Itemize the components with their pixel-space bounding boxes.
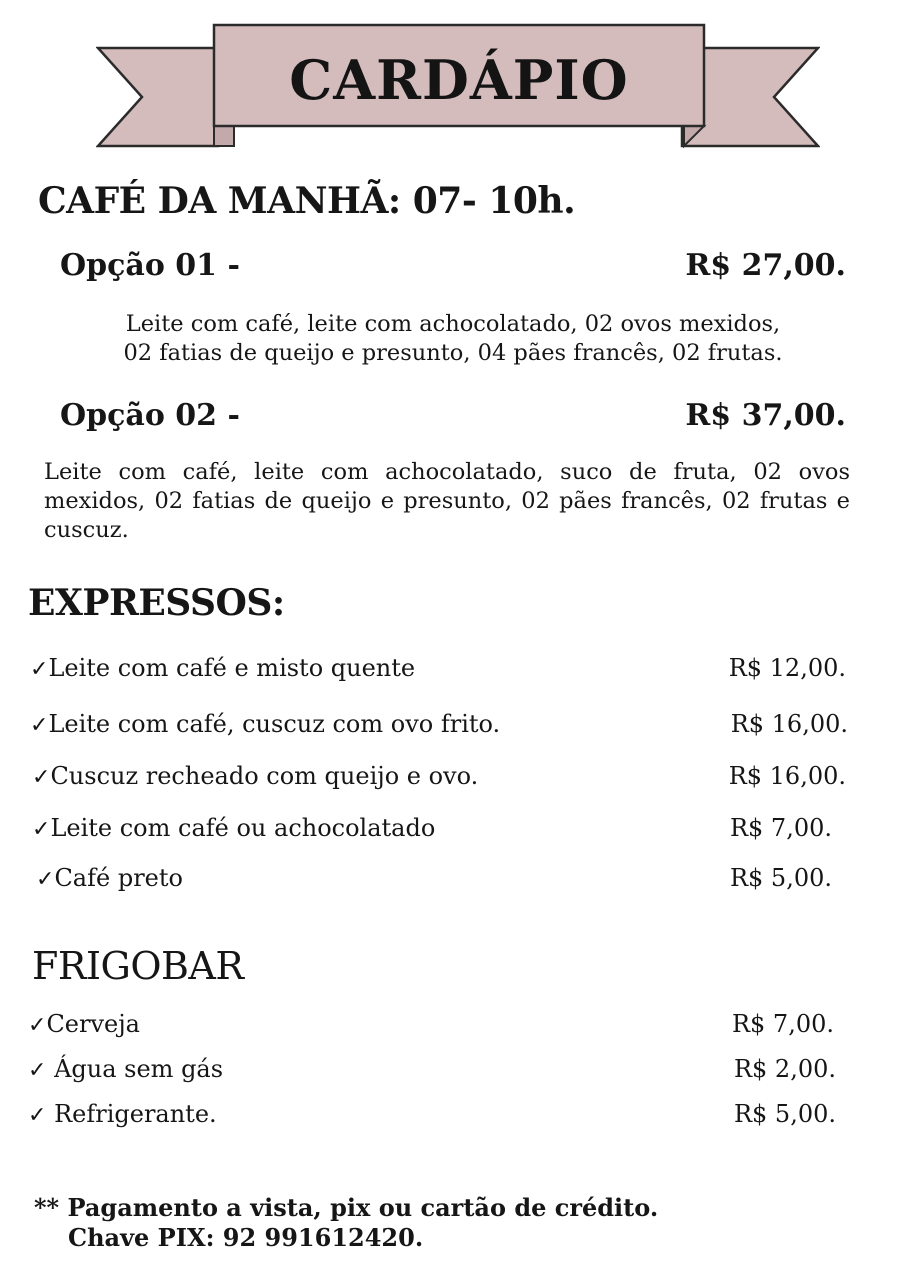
checkmark-icon: ✓	[32, 817, 51, 842]
pix-key: Chave PIX: 92 991612420.	[68, 1223, 424, 1252]
checkmark-icon: ✓	[28, 1103, 47, 1128]
payment-note: ** Pagamento a vista, pix ou cartão de crédito.	[34, 1193, 659, 1222]
expresso-item-price: R$ 12,00.	[728, 654, 846, 682]
frigobar-heading: FRIGOBAR	[32, 944, 244, 988]
expresso-item	[32, 762, 478, 790]
title-banner	[96, 22, 820, 150]
option-01-price: R$ 27,00.	[685, 248, 846, 283]
option-02-title: Opção 02 -	[60, 398, 240, 433]
checkmark-icon: ✓	[30, 657, 49, 682]
checkmark-icon: ✓	[36, 867, 55, 892]
checkmark-icon: ✓	[32, 765, 51, 790]
expresso-item-label: Leite com café e misto quente	[48, 654, 416, 682]
frigobar-item-price: R$ 2,00.	[733, 1055, 836, 1083]
expresso-item-price: R$ 16,00.	[730, 710, 848, 738]
option-02-description: Leite com café, leite com achocolatado, suco de fruta, 02 ovos mexidos, 02 fatias de queijo e presunto, 02 pães francês, 02 frutas e cuscuz.	[44, 459, 850, 543]
checkmark-icon: ✓	[28, 1013, 47, 1038]
option-01-title: Opção 01 -	[60, 248, 240, 283]
frigobar-item-price: R$ 7,00.	[731, 1010, 834, 1038]
option-02-price: R$ 37,00.	[685, 398, 846, 433]
expresso-item	[30, 654, 415, 682]
checkmark-icon: ✓	[28, 1058, 47, 1083]
option-01-description-line: Leite com café, leite com achocolatado, 02 ovos mexidos,	[125, 311, 781, 337]
expresso-item-price: R$ 16,00.	[728, 762, 846, 790]
frigobar-item-label: Água sem gás	[46, 1055, 224, 1083]
expresso-item-label: Leite com café ou achocolatado	[50, 814, 436, 842]
ribbon-left-tail	[98, 48, 218, 146]
frigobar-item	[28, 1010, 140, 1038]
expresso-item	[30, 710, 500, 738]
frigobar-item-label: Cerveja	[46, 1010, 140, 1038]
expresso-item-label: Leite com café, cuscuz com ovo frito.	[48, 710, 501, 738]
frigobar-item-label: Refrigerante.	[46, 1100, 217, 1128]
expresso-item-label: Café preto	[54, 864, 183, 892]
frigobar-item	[28, 1100, 217, 1128]
breakfast-heading: CAFÉ DA MANHÃ: 07- 10h.	[38, 180, 576, 222]
expresso-item	[32, 814, 435, 842]
option-01-description-line: 02 fatias de queijo e presunto, 04 pães francês, 02 frutas.	[123, 340, 783, 366]
expresso-item	[36, 864, 183, 892]
checkmark-icon: ✓	[30, 713, 49, 738]
expresso-item-price: R$ 7,00.	[729, 814, 832, 842]
expresso-item-price: R$ 5,00.	[729, 864, 832, 892]
expressos-heading: EXPRESSOS:	[28, 582, 285, 624]
frigobar-item-price: R$ 5,00.	[733, 1100, 836, 1128]
option-01-description	[30, 310, 876, 368]
expresso-item-label: Cuscuz recheado com queijo e ovo.	[50, 762, 479, 790]
menu-title: CARDÁPIO	[289, 48, 629, 112]
frigobar-item	[28, 1055, 223, 1083]
